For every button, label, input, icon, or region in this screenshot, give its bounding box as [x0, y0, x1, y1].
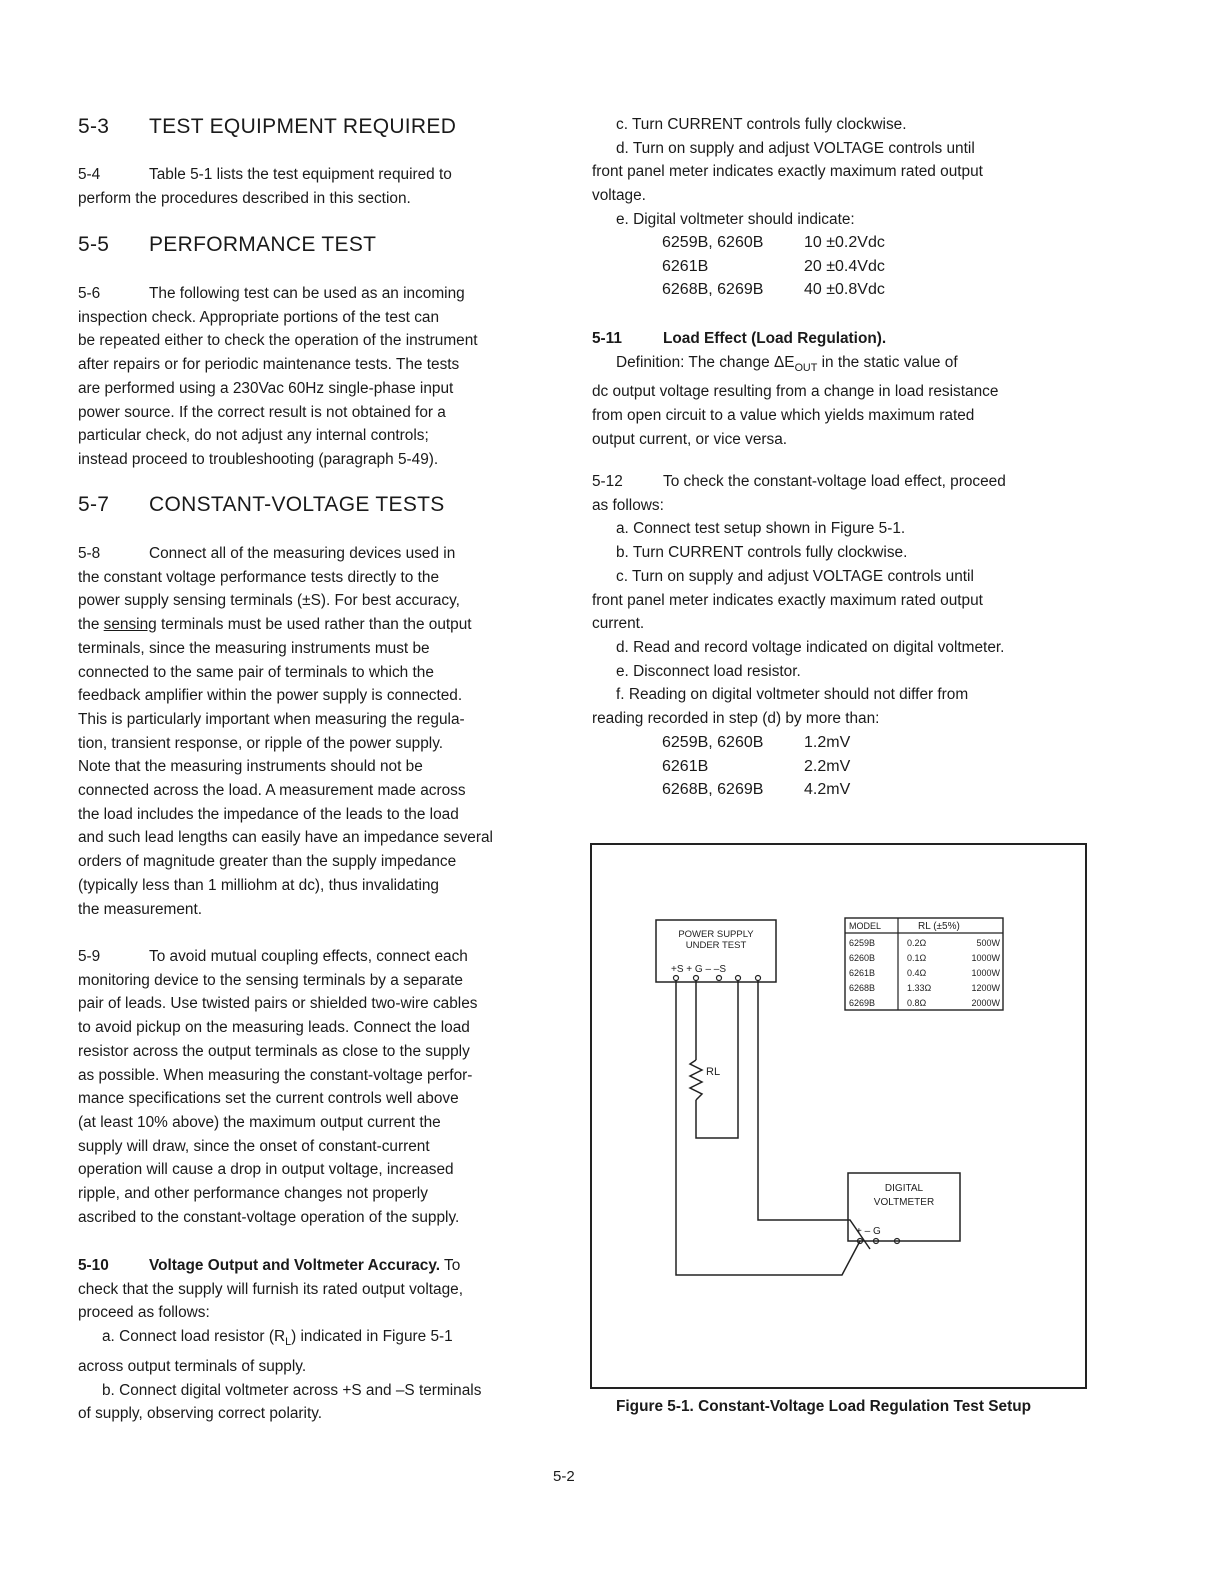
table-cell-model: 6269B — [849, 998, 876, 1008]
figure-caption: Figure 5-1. Constant-Voltage Load Regulation Test Setup — [616, 1398, 1031, 1415]
table-cell-model: 6268B — [849, 983, 876, 993]
table-cell-model: 6259B — [849, 938, 876, 948]
model-resistor-table — [845, 918, 1003, 1010]
paragraph-5-8: 5-8 Connect all of the measuring devices used in the constant voltage performance tests directly to the power supply sensing terminals (±S). For best accuracy, the sensing terminals must be used rather than the output terminals, since the measuring instruments must be connected to the same pair of terminals to which the feedback amplifier within the power supply is connected. This is particularly important when measuring the regula- tion, transient response, or ripple of the power supply. Note that the measuring instruments should not be connected across the load. A measurement made across the load includes the impedance of the leads to the load and such lead lengths can easily have an impedance several orders of magnitude greater than the supply impedance (typically less than 1 milliohm at dc), thus invalidating the measurement. — [78, 545, 493, 918]
psu-terminals — [674, 976, 761, 981]
paragraph-5-9: 5-9 To avoid mutual coupling effects, connect each monitoring device to the sensing terminals by a separate pair of leads. Use twisted pairs or shielded two-wire cables to avoid pickup on the measuring leads. Connect the load resistor across the output terminals as close to the supply as possible. When measuring the constant-voltage perfor- mance specifications set the current controls well above (at least 10% above) the maximum output current the supply will draw, since the onset of constant-current operation will cause a drop in output voltage, increased ripple, and other performance changes not properly ascribed to the constant-voltage operation of the supply. — [78, 948, 478, 1226]
table-cell-resistance: 0.4Ω — [907, 968, 927, 978]
table-cell-wattage: 1000W — [971, 953, 1000, 963]
table-row: 6268B, 6269B 4.2mV — [662, 781, 851, 799]
table-head-rl: RL (±5%) — [918, 921, 960, 932]
dvm-label-2: VOLTMETER — [873, 1197, 935, 1208]
table-cell-wattage: 1000W — [971, 968, 1000, 978]
table-row: 6268B, 6269B 40 ±0.8Vdc — [662, 281, 885, 299]
psu-terminal-labels: +S + G – –S — [671, 964, 727, 975]
page-number: 5-2 — [553, 1468, 575, 1485]
heading-5-7: 5-7 CONSTANT-VOLTAGE TESTS — [78, 493, 445, 516]
rl-label: RL — [706, 1066, 721, 1078]
steps-c-e: c. Turn CURRENT controls fully clockwise. d. Turn on supply and adjust VOLTAGE controls until front panel meter indicates exactly maximum rated output voltage. e. Digital voltmeter should indicate: — [592, 116, 983, 228]
wiring — [676, 981, 870, 1275]
paragraph-5-4: 5-4 Table 5-1 lists the test equipment required to perform the procedures described in this section. — [78, 166, 452, 207]
table-cell-wattage: 1200W — [971, 983, 1000, 993]
psu-label-2: UNDER TEST — [685, 940, 747, 951]
table-cell-resistance: 0.8Ω — [907, 998, 927, 1008]
psu-label-1: POWER SUPPLY — [678, 929, 754, 940]
table-cell-wattage: 500W — [976, 938, 1000, 948]
paragraph-5-10: 5-10 Voltage Output and Voltmeter Accuracy. To check that the supply will furnish its rated output voltage, proceed as follows: a. Connect load resistor $(R_L)$ indicated in Figure 5-1 across output terminals of supply. b. Connect digital voltmeter across +S and –S terminals of supply, observing correct polarity. — [78, 1257, 482, 1423]
table-row: 6261B 2.2mV — [662, 757, 851, 775]
table-cell-resistance: 0.2Ω — [907, 938, 927, 948]
model-rows — [849, 938, 1001, 1008]
voltage-accuracy-table — [662, 231, 885, 302]
load-effect-table — [662, 731, 850, 802]
paragraph-5-6: 5-6 The following test can be used as an incoming inspection check. Appropriate portions of the test can be repeated either to check the operation of the instrument after repairs or for periodic maintenance tests. The tests are performed using a 230Vac 60Hz single-phase input power source. If the correct result is not obtained for a particular check, do not adjust any internal controls; instead proceed to troubleshooting (paragraph 5-49). — [78, 285, 478, 468]
test-setup-diagram — [592, 845, 1085, 1387]
paragraph-5-11: 5-11 Load Effect (Load Regulation). Definition: The change $\Delta E_{OUT}$ in the static value of dc output voltage resulting from a change in load resistance from open circuit to a value which yields maximum rated output current, or vice versa. — [592, 330, 999, 448]
table-cell-resistance: 0.1Ω — [907, 953, 927, 963]
table-row: 6259B, 6260B 10 ±0.2Vdc — [662, 234, 885, 251]
dvm-terminal-labels: + – G — [856, 1226, 881, 1237]
table-cell-wattage: 2000W — [971, 998, 1000, 1008]
table-cell-model: 6260B — [849, 953, 876, 963]
table-head-model: MODEL — [849, 921, 882, 931]
table-cell-resistance: 1.33Ω — [907, 983, 932, 993]
table-cell-model: 6261B — [849, 968, 876, 978]
table-row: 6261B 20 ±0.4Vdc — [662, 257, 885, 275]
figure-5-1 — [590, 843, 1087, 1389]
heading-5-5: 5-5 PERFORMANCE TEST — [78, 233, 377, 256]
heading-5-3: 5-3 TEST EQUIPMENT REQUIRED — [78, 115, 457, 138]
dvm-label-1: DIGITAL — [884, 1183, 924, 1194]
paragraph-5-12: 5-12 To check the constant-voltage load effect, proceed as follows: a. Connect test setup shown in Figure 5-1. b. Turn CURRENT controls fully clockwise. c. Turn on supply and adjust VOLTAGE controls until front panel meter indicates exactly maximum rated output current. d. Read and record voltage indicated on digital voltmeter. e. Disconnect load resistor. f. Reading on digital voltmeter should not differ from reading recorded in step (d) by more than: — [592, 473, 1006, 728]
table-row: 6259B, 6260B 1.2mV — [662, 734, 851, 751]
